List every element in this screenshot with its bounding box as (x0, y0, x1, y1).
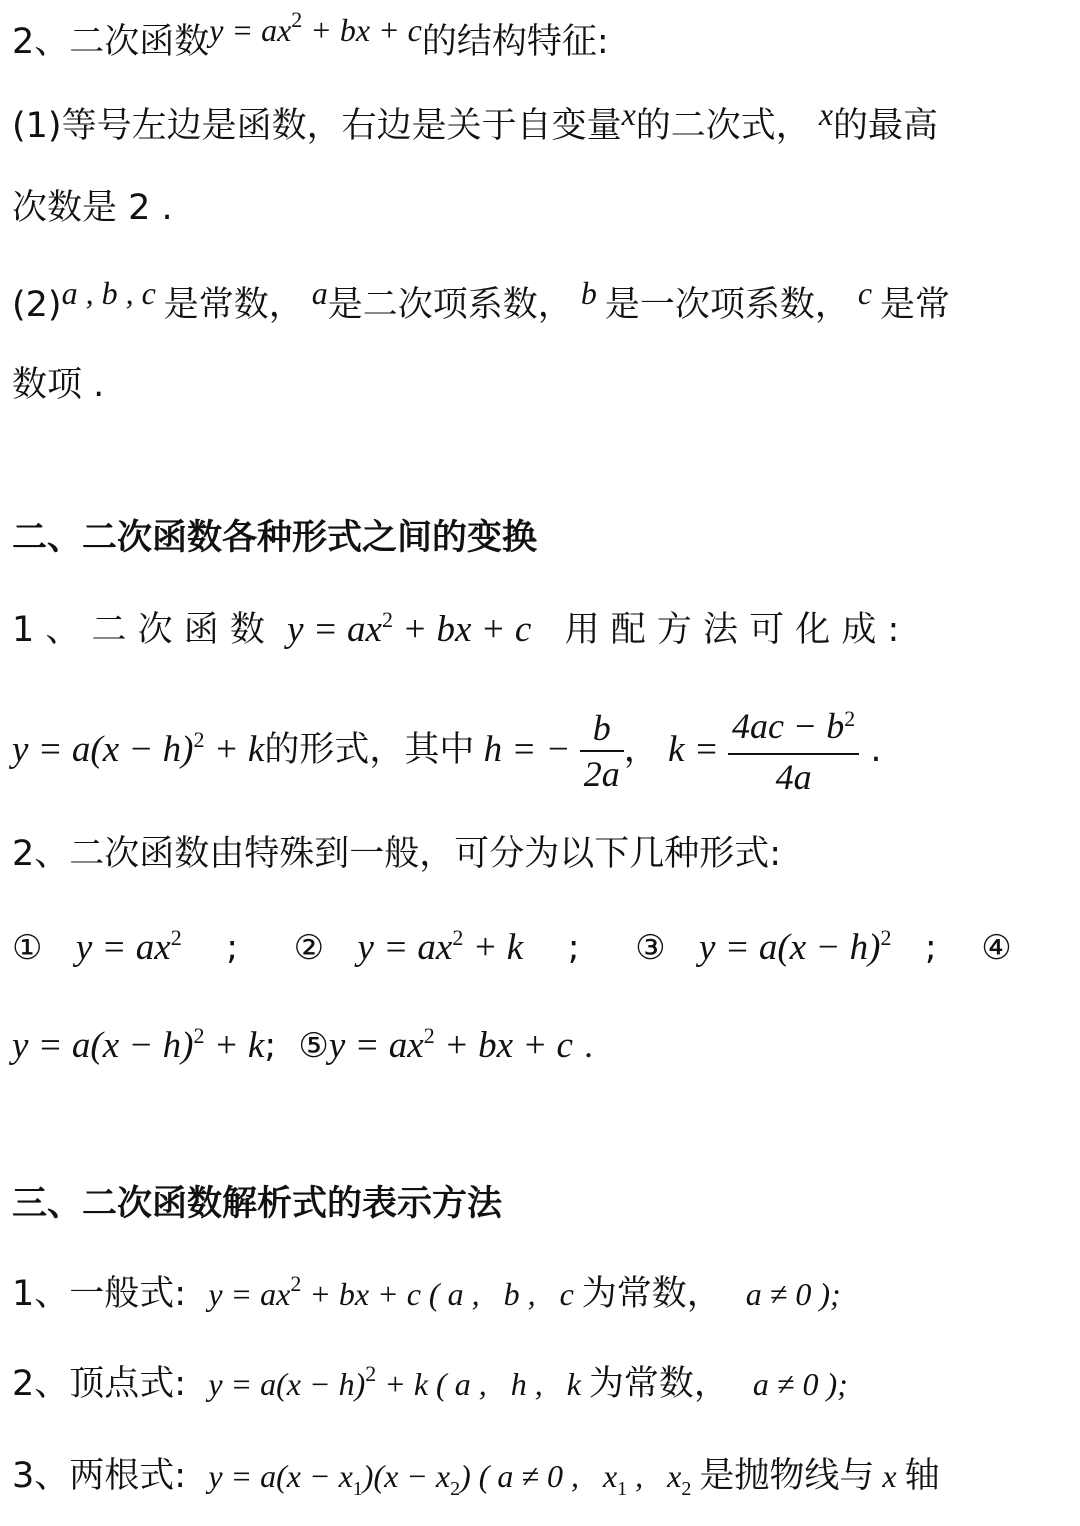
vertex-form-line (12, 700, 1070, 800)
forms-intro-line: 2、二次函数由特殊到一般，可分为以下几种形式: (12, 834, 782, 874)
feature-1-text-a: (1)等号左边是函数，右边是关于自变量 (12, 106, 622, 146)
general-form-label: 1、一般式: (12, 1274, 187, 1314)
var-a: a (303, 275, 328, 311)
vertex-form-definition-line (12, 1362, 1070, 1410)
feature-1-line (12, 96, 1070, 148)
vertex-formula: $y = a(x - h)^2 + k$ (208, 1361, 429, 1402)
feature-2-line (12, 275, 1070, 327)
constants-abc: a , b , c (61, 275, 164, 311)
general-formula: $y = ax^2$ + bx + c (287, 607, 532, 650)
k-equals: k = (658, 729, 728, 770)
completing-square-line (12, 608, 1070, 656)
vertex-form-tail: 为常数， (588, 1364, 729, 1404)
general-formula: $y = ax^2$ + bx + c (208, 1271, 421, 1312)
feature-2-text-a: (2) (12, 285, 62, 325)
intercept-form-end: 轴 (904, 1456, 940, 1496)
k-fraction: $\frac{4ac - b^2}{4a}$ (728, 704, 859, 799)
feature-1-text-d: 次数是 2 . (12, 188, 173, 228)
a-nonzero: a ≠ 0 ); (721, 1276, 841, 1312)
semicolon: ; (567, 928, 580, 968)
semicolon: ; (264, 1026, 277, 1066)
feature-1-continuation (12, 186, 1070, 230)
feature-1-text-c: 的最高 (833, 106, 939, 146)
semicolon: ; (226, 928, 238, 968)
circled-number-5: ⑤ (298, 1026, 329, 1066)
var-x: x (621, 96, 636, 132)
general-formula: $y = ax^2$ + bx + c (209, 7, 422, 48)
var-b: b (572, 275, 605, 311)
intercept-form-label: 3、两根式: (12, 1456, 187, 1496)
feature-2-continuation (12, 363, 1070, 407)
intercept-formula: $y = a(x - x_1)(x - x_2)$ (208, 1458, 471, 1500)
general-form-tail: 为常数， (581, 1274, 722, 1314)
vertex-form-text: 的形式，其中 (264, 730, 475, 770)
feature-2-text-c: 是二次项系数， (327, 285, 573, 325)
form-4: $y = a(x - h)^2 + k$ (12, 1023, 265, 1066)
period: . (870, 730, 882, 770)
section-heading-2: 二、二次函数各种形式之间的变换 (12, 518, 538, 558)
structure-intro-line (12, 7, 1070, 68)
completing-square-text-a: 1 、 二 次 函 数 (12, 610, 265, 650)
h-equals: h = − (474, 729, 580, 770)
semicolon: ; (924, 928, 937, 968)
intercept-constants: ( a ≠ 0 , $x_1$ , $x_2$ (470, 1458, 692, 1500)
section-heading-3: 三、二次函数解析式的表示方法 (12, 1184, 503, 1224)
circled-number-2: ② (293, 928, 325, 968)
feature-2-text-f: 数项 . (12, 365, 105, 405)
var-x: x (874, 1458, 905, 1494)
h-fraction: $\frac{b}{2a}$ (580, 706, 624, 796)
circled-number-3: ③ (635, 928, 666, 968)
a-nonzero: a ≠ 0 ); (728, 1366, 848, 1402)
forms-list-line-1 (12, 926, 1070, 974)
vertex-formula: $y = a(x - h)^2 + k$ (12, 727, 265, 770)
feature-1-text-b: 的二次式， (635, 106, 811, 146)
feature-2-text-e: 是常 (880, 285, 951, 325)
circled-number-4: ④ (981, 928, 1012, 968)
var-x: x (810, 96, 834, 132)
feature-2-text-d: 是一次项系数， (604, 285, 850, 325)
intercept-form-tail: 是抛物线与 (699, 1456, 875, 1496)
var-c: c (849, 275, 881, 311)
form-2: $y = ax^2 + k$ (357, 925, 524, 968)
form-1: $y = ax^2$ (75, 925, 182, 968)
feature-2-text-b: 是常数， (163, 285, 304, 325)
vertex-constants: ( a , h , k (428, 1366, 589, 1402)
form-3: $y = a(x - h)^2$ (699, 925, 892, 968)
general-constants: ( a , b , c (420, 1276, 582, 1312)
vertex-form-label: 2、顶点式: (12, 1364, 187, 1404)
forms-list-line-2: $y = a(x - h)^2 + k$; ⑤y = $ax^2$ + bx + c . (12, 1023, 593, 1066)
intercept-form-line (12, 1454, 1070, 1503)
circled-number-1: ① (12, 928, 43, 968)
general-form-line (12, 1272, 1070, 1320)
form-5: $y = ax^2$ + bx + c (328, 1023, 573, 1066)
comma: ， (623, 730, 659, 770)
intro-text: 2、二次函数 (12, 22, 210, 62)
intro-tail-text: 的结构特征: (421, 22, 609, 62)
completing-square-text-b: 用 配 方 法 可 化 成 : (564, 610, 900, 650)
